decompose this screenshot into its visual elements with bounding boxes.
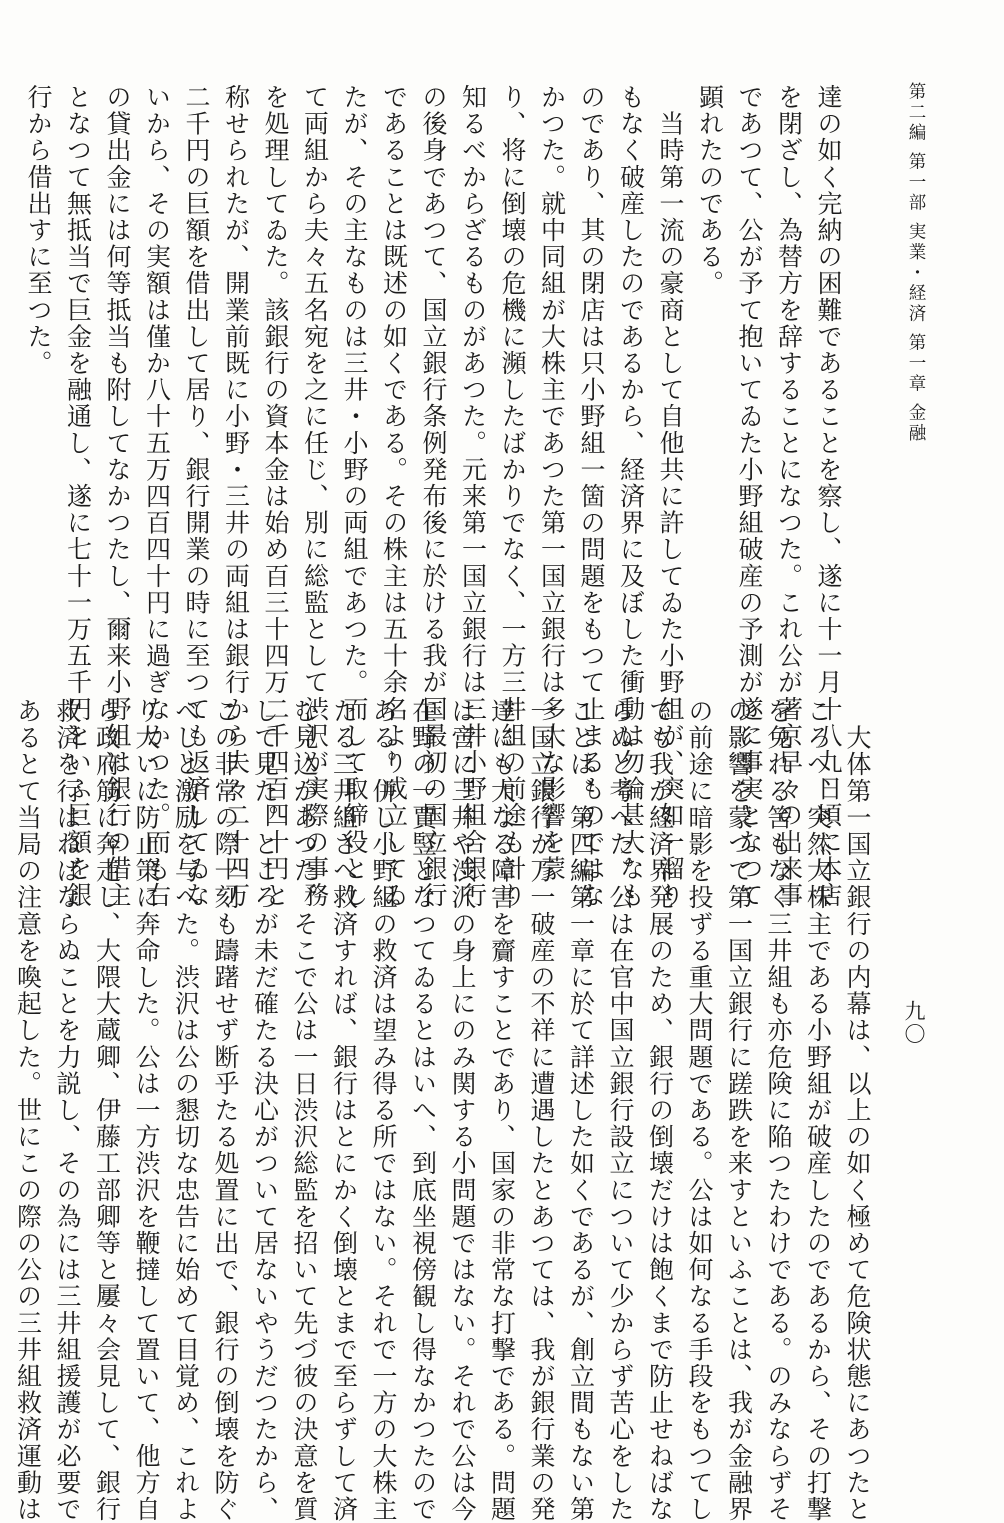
text-column: 一国立銀行が万一破産の不祥に遭遇したとあつては、我が銀行業の発 [527, 698, 556, 1523]
text-column: の貸出金には何等抵当も附してなかつたし、爾来小野組は銀行の借主 [103, 84, 132, 909]
text-column: の後身であつて、国立銀行条例発布後に於ける我が国最初の国立銀行 [419, 84, 448, 909]
text-column: いから、その実額は僅か八十五万四百四十円に過ぎなかつた。而も右 [142, 84, 172, 909]
text-column: して見た。ところが未だ確たる決心がついて居ないやうだつたから、 [250, 698, 280, 1523]
text-column: らぬと考へた。公は在官中国立銀行設立について少からず苦心をした [606, 698, 635, 1523]
page-number: 九〇 [902, 1000, 926, 1046]
text-column: 大体第一国立銀行の内幕は、以上の如く極めて危険状態にあつたと [843, 698, 872, 1523]
text-column: り、将に倒壊の危機に瀕したばかりでなく、一方三井組の前途も計り [498, 84, 527, 909]
text-column: の影響を蒙つて第一国立銀行に蹉跌を来すといふことは、我が金融界 [724, 698, 754, 1523]
text-column: あるとて当局の注意を喚起した。世にこの際の公の三井組救済運動は [13, 698, 43, 1523]
upper-text-block [24, 84, 848, 909]
text-column: 救済を行はねばならぬことを力説し、その為には三井組援護が必要で [53, 698, 82, 1523]
text-column: この非常の際一刻も躊躇せず断乎たる処置に出で、銀行の倒壊を防ぐ [211, 698, 240, 1523]
text-column: は啻に三井や渋沢の身上にのみ関する小問題ではない。それで公は今 [448, 698, 477, 1523]
text-column: ても我が経済界発展のため、銀行の倒壊だけは飽くまで防止せねばな [645, 698, 675, 1523]
text-column: もなく破産したのであるから、経済界に及ぼした衝動は勿論甚大なも [616, 84, 646, 909]
text-column: を閉ざし、為替方を辞することになつた。これ公が著京早々の出来事 [774, 84, 804, 909]
text-column: 知るべからざるものがあつた。元来第一国立銀行は三井小野組合銀行 [458, 84, 488, 909]
text-column: の前途に暗影を投ずる重大問題である。公は如何なる手段をもつてし [685, 698, 714, 1523]
text-column: ことは、第四編第一章に於て詳述した如くであるが、創立間もない第 [566, 698, 596, 1523]
text-column: であることは既述の如くである。その株主は五十余名より成立してゐ [379, 84, 409, 909]
text-column: たが、その主なものは三井・小野の両組であつた。而して取締役とし [340, 84, 369, 909]
text-column: て両組から夫々五名宛を之に任じ、別に総監として渋沢が実際の事務 [300, 84, 330, 909]
text-column: 在野の一賈竪となつてゐるとはいへ、到底坐視傍観し得なかつたので [408, 698, 438, 1523]
text-column: べしと激励を与へた。渋沢は公の懇切な忠告に始めて目覚め、これよ [171, 698, 201, 1523]
text-column: 当時第一流の豪商として自他共に許してゐた小野組が、突如一溜り [656, 84, 685, 909]
text-column: かつた。就中同組が大株主であつた第一国立銀行は多大な影響を蒙 [537, 84, 567, 882]
text-column: 称せられたが、開業前既に小野・三井の両組は銀行から夫々二十四万 [221, 84, 251, 909]
text-column: 顕れたのである。 [695, 84, 725, 297]
text-column: む見込があつた。そこで公は一日渋沢総監を招いて先づ彼の決意を質 [290, 698, 319, 1523]
text-column: 二千円の巨額を借出して居り、銀行開業の時に至つても返済してゐな [182, 84, 211, 909]
running-head: 第二編 第一部 実業・経済 第一章 金融 [906, 82, 926, 445]
text-column: ら政府筋に奔走し、大隈大蔵卿、伊藤工部卿等と屢々会見して、銀行 [92, 698, 122, 1523]
lower-text-block [13, 698, 877, 1523]
text-column: たる三井組さへ救済すれば、銀行はとにかく倒壊とまで至らずして済 [329, 698, 359, 1523]
text-column: を処理してゐた。該銀行の資本金は始め百三十四万二千四百四十円と [261, 84, 290, 909]
text-column: ころへ、突然大株主である小野組が破産したのであるから、その打撃 [803, 698, 833, 1523]
text-column: であつて、公が予て抱いてゐた小野組破産の予測が遂に事実となつて [735, 84, 764, 909]
text-column: り大いに防止策に奔命した。公は一方渋沢を鞭撻して置いて、他方自 [132, 698, 161, 1523]
text-column: となつて無抵当で巨金を融通し、遂に七十一万五千円といふ巨額を銀 [63, 84, 93, 909]
text-column: 行から借出すに至つた。 [24, 84, 53, 377]
text-column: ある。併し小野組の救済は望み得る所ではない。それで一方の大株主 [369, 698, 398, 1523]
text-column: 達の如く完納の困難であることを察し、遂に十一月十八九日頃に本店 [814, 84, 843, 909]
text-column: 達にも大なる障害を齎すことであり、国家の非常な打撃である。問題 [487, 698, 517, 1523]
text-column: を免れる筈もなく三井組も亦危険に陥つたわけである。のみならずそ [764, 698, 793, 1523]
text-column: のであり、其の閉店は只小野組一箇の問題をもつて止まるものではな [577, 84, 606, 909]
